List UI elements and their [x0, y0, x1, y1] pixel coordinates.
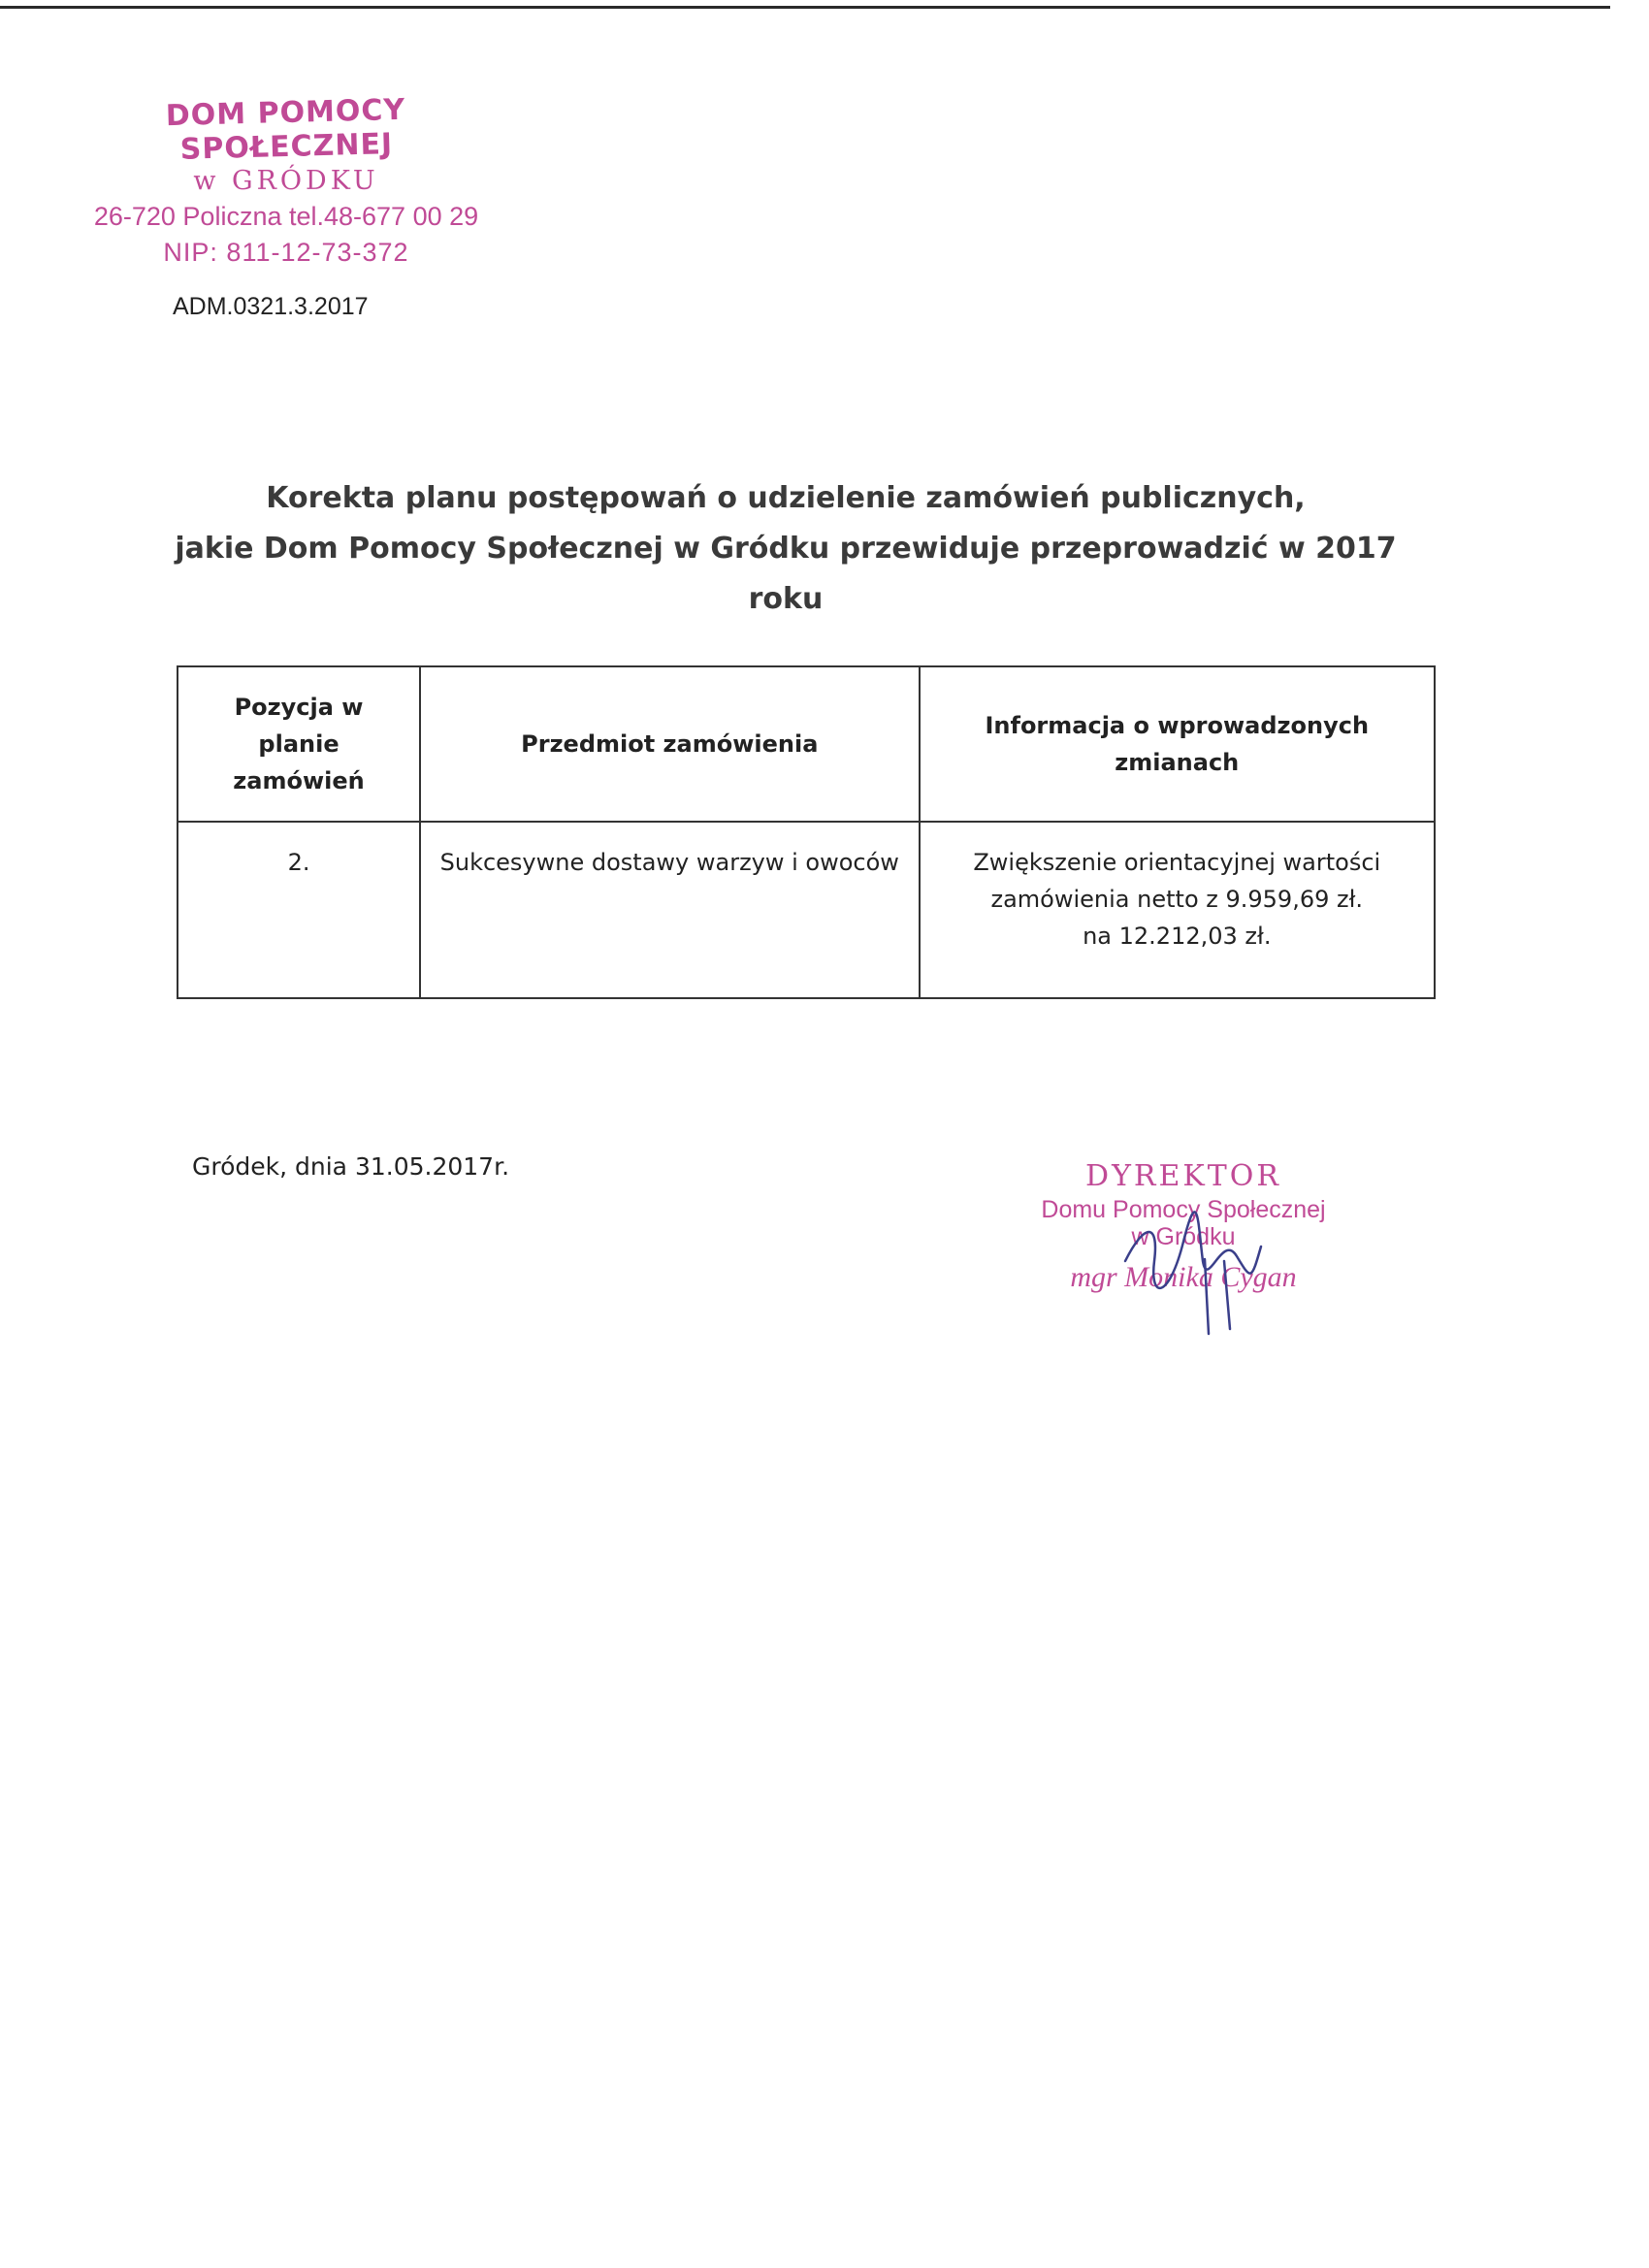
change-line-2: zamówienia netto z 9.959,69 zł. [990, 886, 1364, 913]
header-change-info: Informacja o wprowadzonych zmianach [920, 666, 1435, 822]
procurement-table [177, 665, 1436, 999]
director-stamp-line-1: DYREKTOR [1085, 1159, 1281, 1193]
stamp-line-1: DOM POMOCY SPOŁECZNEJ [165, 92, 406, 167]
place-and-date: Gródek, dnia 31.05.2017r. [192, 1152, 510, 1181]
reference-number: ADM.0321.3.2017 [173, 293, 369, 320]
cell-position: 2. [178, 822, 420, 998]
stamp-line-2: w GRÓDKU [193, 166, 379, 196]
cell-subject: Sukcesywne dostawy warzyw i owoców [420, 822, 920, 998]
director-stamp-line-2: Domu Pomocy Społecznej [1041, 1195, 1326, 1223]
handwritten-signature [1116, 1203, 1290, 1339]
document-title [146, 473, 1426, 625]
table-row [178, 822, 1435, 998]
stamp-line-3: 26-720 Policzna tel.48-677 00 29 [93, 202, 479, 232]
change-line-1: Zwiększenie orientacyjnej wartości [973, 849, 1381, 876]
director-stamp-line-4: mgr Monika Cygan [1070, 1261, 1297, 1293]
title-line-1: Korekta planu postępowań o udzielenie zamówień publicznych, [266, 481, 1306, 515]
cell-change-info [920, 822, 1435, 998]
table-header-row [178, 666, 1435, 822]
header-position: Pozycja w planie zamówień [178, 666, 420, 822]
change-line-3: na 12.212,03 zł. [1083, 923, 1272, 950]
stamp-line-4: NIP: 811-12-73-372 [163, 238, 409, 268]
institution-stamp [92, 92, 480, 268]
header-subject: Przedmiot zamówienia [420, 666, 920, 822]
director-stamp-line-3: w Gródku [1131, 1223, 1236, 1251]
title-line-2: jakie Dom Pomocy Społecznej w Gródku przewiduje przeprowadzić w 2017 roku [175, 532, 1397, 616]
scan-top-border [0, 6, 1610, 9]
